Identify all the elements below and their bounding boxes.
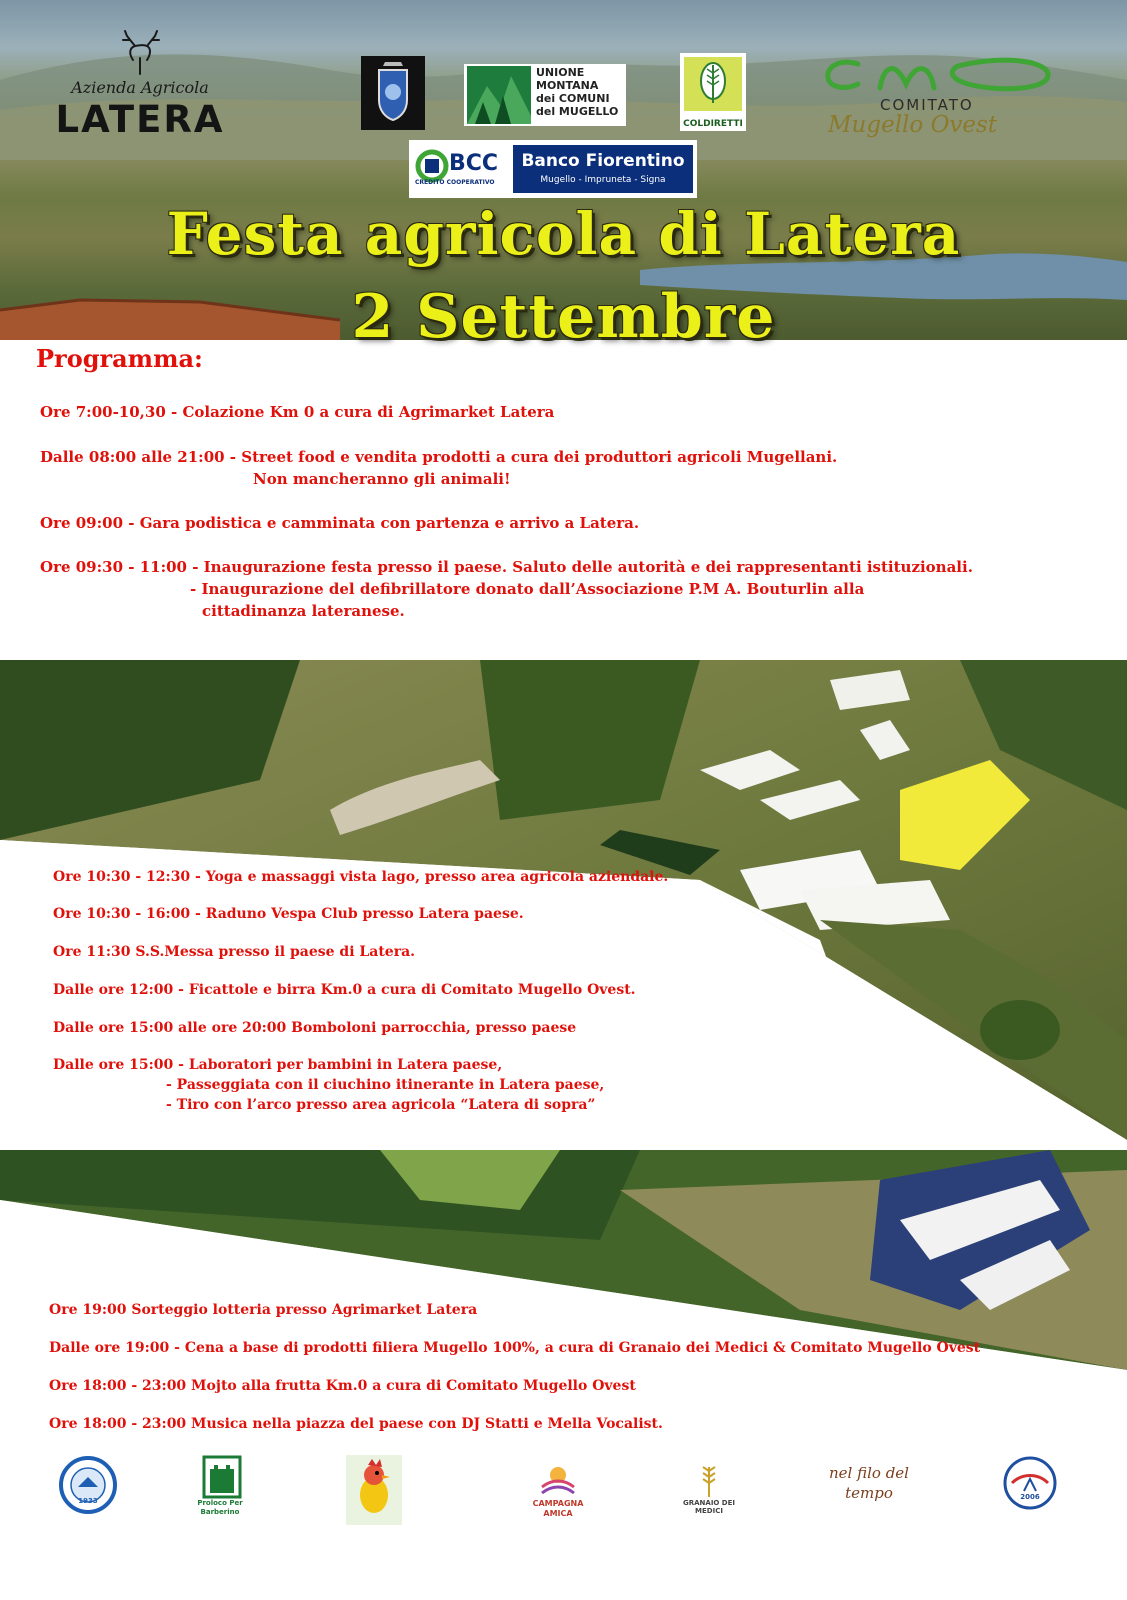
runners-barberino-logo: [1002, 1455, 1058, 1525]
event-date: 2 Settembre: [351, 282, 776, 352]
unione-line-1: UNIONE: [536, 66, 585, 79]
campagna-amica-logo: [526, 1455, 590, 1525]
mountain-trees-icon: [467, 66, 531, 124]
unione-montana-text: [536, 66, 618, 118]
mascot-logo: [346, 1455, 402, 1525]
program-item: Dalle ore 12:00 - Ficattole e birra Km.0 a cura di Comitato Mugello Ovest.: [53, 982, 636, 998]
latera-logo-name: LATERA: [55, 98, 225, 141]
circle-badge-icon: [58, 1455, 118, 1515]
coldiretti-label: COLDIRETTI: [683, 119, 743, 129]
program-item: Ore 10:30 - 16:00 - Raduno Vespa Club presso Latera paese.: [53, 906, 524, 922]
campagna-amica-label: CAMPAGNA AMICA: [532, 1499, 584, 1518]
program-item: Ore 09:00 - Gara podistica e camminata con partenza e arrivo a Latera.: [40, 514, 640, 532]
bcc-word: BCC: [449, 151, 499, 176]
bcc-left-block: [413, 145, 511, 193]
bcc-subtitle: CREDITO COOPERATIVO: [415, 179, 495, 186]
bouturlin-year: 1933: [78, 1497, 98, 1505]
program-item-continuation: - Tiro con l’arco presso area agricola “Latera di sopra”: [166, 1097, 596, 1113]
program-item: Ore 18:00 - 23:00 Mojto alla frutta Km.0 a cura di Comitato Mugello Ovest: [49, 1378, 636, 1394]
proloco-barberino-logo: [198, 1455, 248, 1525]
program-heading: Programma:: [36, 344, 203, 373]
grain-icon: [689, 1461, 729, 1499]
program-item-continuation: Non mancheranno gli animali!: [253, 470, 511, 488]
event-title: Festa agricola di Latera: [166, 200, 961, 268]
program-item-continuation: - Inaugurazione del defibrillatore donato dall’Associazione P.M A. Bouturlin alla: [190, 580, 865, 598]
program-item-continuation: cittadinanza lateranese.: [202, 602, 405, 620]
comitato-mugello-ovest-logo: [818, 54, 1058, 139]
program-item: Dalle ore 15:00 alle ore 20:00 Bomboloni parrocchia, presso paese: [53, 1020, 577, 1036]
unione-line-2: MONTANA: [536, 79, 599, 92]
nel-filo-del-tempo-logo: [824, 1455, 914, 1525]
azienda-agricola-latera-logo: [45, 30, 235, 145]
filo-del-tempo-label: nel filo del tempo: [829, 1464, 909, 1502]
program-item: Ore 19:00 Sorteggio lotteria presso Agrimarket Latera: [49, 1302, 478, 1318]
deer-icon: [115, 30, 165, 76]
program-item-continuation: - Passeggiata con il ciuchino itinerante in Latera paese,: [166, 1077, 605, 1093]
program-item: Ore 09:30 - 11:00 - Inaugurazione festa presso il paese. Saluto delle autorità e dei rappresentanti istituzionali.: [40, 558, 973, 576]
program-item: Dalle 08:00 alle 21:00 - Street food e vendita prodotti a cura dei produttori agricoli Mugellani.: [40, 448, 838, 466]
cmo-mark-icon: [818, 54, 1058, 98]
crest-icon: [361, 56, 425, 130]
banco-fiorentino-name: Banco Fiorentino: [521, 151, 685, 171]
runners-year: 2006: [1020, 1493, 1040, 1501]
cmo-mugello-ovest-text: Mugello Ovest: [828, 112, 998, 138]
cmo-comitato-text: COMITATO: [880, 96, 974, 114]
bcc-right-block: [513, 145, 693, 193]
bcc-banco-fiorentino-logo: [409, 140, 697, 198]
rooster-mascot-icon: [346, 1455, 402, 1525]
program-item: Ore 18:00 - 23:00 Musica nella piazza del paese con DJ Statti e Mella Vocalist.: [49, 1416, 663, 1432]
granaio-label: GRANAIO DEI MEDICI: [682, 1499, 736, 1515]
bcc-emblem-icon: [415, 149, 449, 183]
wheat-icon: [680, 53, 746, 115]
unione-line-3: dei COMUNI: [536, 92, 610, 105]
unione-line-4: del MUGELLO: [536, 105, 619, 118]
program-item: Ore 11:30 S.S.Messa presso il paese di Latera.: [53, 944, 416, 960]
program-item: Dalle ore 15:00 - Laboratori per bambini in Latera paese,: [53, 1057, 503, 1073]
tower-icon: [202, 1455, 242, 1499]
comune-crest-logo: [361, 56, 425, 130]
sun-fields-icon: [538, 1461, 578, 1501]
program-item: Ore 7:00-10,30 - Colazione Km 0 a cura di Agrimarket Latera: [40, 403, 555, 421]
associazione-bouturlin-logo: [58, 1455, 118, 1525]
coldiretti-logo: [680, 53, 746, 131]
unione-montana-logo: [464, 64, 626, 126]
program-item: Dalle ore 19:00 - Cena a base di prodotti filiera Mugello 100%, a cura di Granaio dei Medici & Comitato Mugello Ovest: [49, 1340, 981, 1356]
latera-logo-script: Azienda Agricola: [71, 78, 209, 97]
granaio-dei-medici-logo: [676, 1455, 742, 1525]
runners-badge-icon: [1002, 1455, 1058, 1511]
banco-fiorentino-places: Mugello - Impruneta - Signa: [540, 175, 666, 185]
program-item: Ore 10:30 - 12:30 - Yoga e massaggi vista lago, presso area agricola aziendale.: [53, 869, 669, 885]
proloco-label: Proloco Per Barberino: [197, 1499, 243, 1516]
